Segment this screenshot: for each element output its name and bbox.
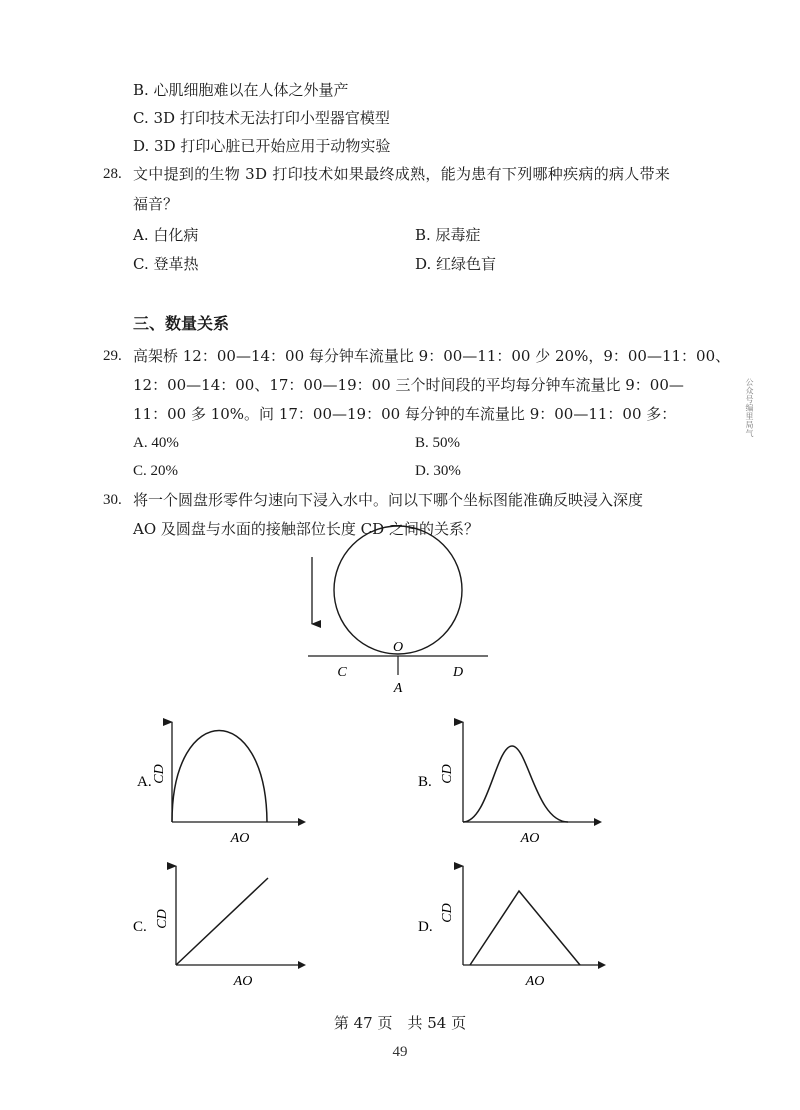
q29-stem-line2: 12：00—14：00、17：00—19：00 三个时间段的平均每分钟车流量比 9：00— bbox=[133, 376, 684, 394]
graph-c-xlabel: AO bbox=[233, 974, 253, 989]
q27-option-c: C. 3D 打印技术无法打印小型器官模型 bbox=[133, 109, 390, 127]
label-a: A bbox=[393, 681, 403, 696]
graph-a bbox=[137, 722, 306, 846]
q30-number: 30. bbox=[103, 492, 122, 508]
q29-stem-line3: 11：00 多 10%。问 17：00—19：00 每分钟的车流量比 9：00—11：00 多： bbox=[133, 405, 677, 423]
graph-c-x-arrow-icon bbox=[298, 961, 306, 969]
side-watermark: 公众号编里局气 bbox=[745, 378, 754, 438]
label-c: C bbox=[337, 665, 347, 680]
q27-option-d: D. 3D 打印心脏已开始应用于动物实验 bbox=[133, 137, 391, 155]
page-number: 49 bbox=[392, 1044, 408, 1060]
graph-b-curve bbox=[463, 746, 568, 822]
q29-option-a: A. 40% bbox=[133, 435, 179, 451]
q29-stem-line1: 高架桥 12：00—14：00 每分钟车流量比 9：00—11：00 少 20%，9：00—11：00、 bbox=[133, 347, 731, 365]
q29-option-d: D. 30% bbox=[415, 463, 461, 479]
q28-stem-line1: 文中提到的生物 3D 打印技术如果最终成熟，能为患有下列哪种疾病的病人带来 bbox=[133, 165, 671, 183]
graph-d bbox=[418, 866, 606, 989]
section-title: 三、数量关系 bbox=[133, 314, 230, 333]
graph-d-option: D. bbox=[418, 919, 433, 935]
q27-option-b: B. 心肌细胞难以在人体之外量产 bbox=[133, 81, 349, 99]
graph-c bbox=[133, 866, 306, 989]
graph-d-triangle bbox=[470, 891, 580, 965]
graph-d-x-arrow-icon bbox=[598, 961, 606, 969]
graph-a-option: A. bbox=[137, 774, 152, 790]
q30-stem-line1: 将一个圆盘形零件匀速向下浸入水中。问以下哪个坐标图能准确反映浸入深度 bbox=[133, 491, 644, 509]
graph-c-option: C. bbox=[133, 919, 147, 935]
graph-b bbox=[418, 722, 602, 846]
q28-option-c: C. 登革热 bbox=[133, 255, 199, 273]
graph-b-x-arrow-icon bbox=[594, 818, 602, 826]
graph-b-option: B. bbox=[418, 774, 432, 790]
graph-c-ylabel: CD bbox=[155, 909, 170, 929]
graph-c-line bbox=[176, 878, 268, 965]
graph-a-xlabel: AO bbox=[230, 831, 250, 846]
q28-option-b: B. 尿毒症 bbox=[415, 226, 481, 244]
label-d: D bbox=[452, 665, 464, 680]
disk-circle bbox=[334, 526, 462, 654]
q28-stem-line2: 福音？ bbox=[133, 195, 179, 213]
graph-d-xlabel: AO bbox=[525, 974, 545, 989]
graph-d-ylabel: CD bbox=[440, 903, 455, 923]
q28-option-d: D. 红绿色盲 bbox=[415, 255, 497, 273]
label-o: O bbox=[392, 640, 404, 655]
graph-a-x-arrow-icon bbox=[298, 818, 306, 826]
q29-option-c: C. 20% bbox=[133, 463, 178, 479]
graph-a-curve bbox=[172, 731, 267, 823]
q30-stem-line2: AO 及圆盘与水面的接触部位长度 CD 之间的关系？ bbox=[133, 520, 479, 538]
q28-number: 28. bbox=[103, 166, 122, 182]
q28-option-a: A. 白化病 bbox=[133, 226, 199, 244]
q29-option-b: B. 50% bbox=[415, 435, 460, 451]
graph-b-ylabel: CD bbox=[440, 764, 455, 784]
graph-a-ylabel: CD bbox=[152, 764, 167, 784]
page-info: 第 47 页 共 54 页 bbox=[333, 1014, 467, 1032]
q29-number: 29. bbox=[103, 348, 122, 364]
graph-b-xlabel: AO bbox=[520, 831, 540, 846]
